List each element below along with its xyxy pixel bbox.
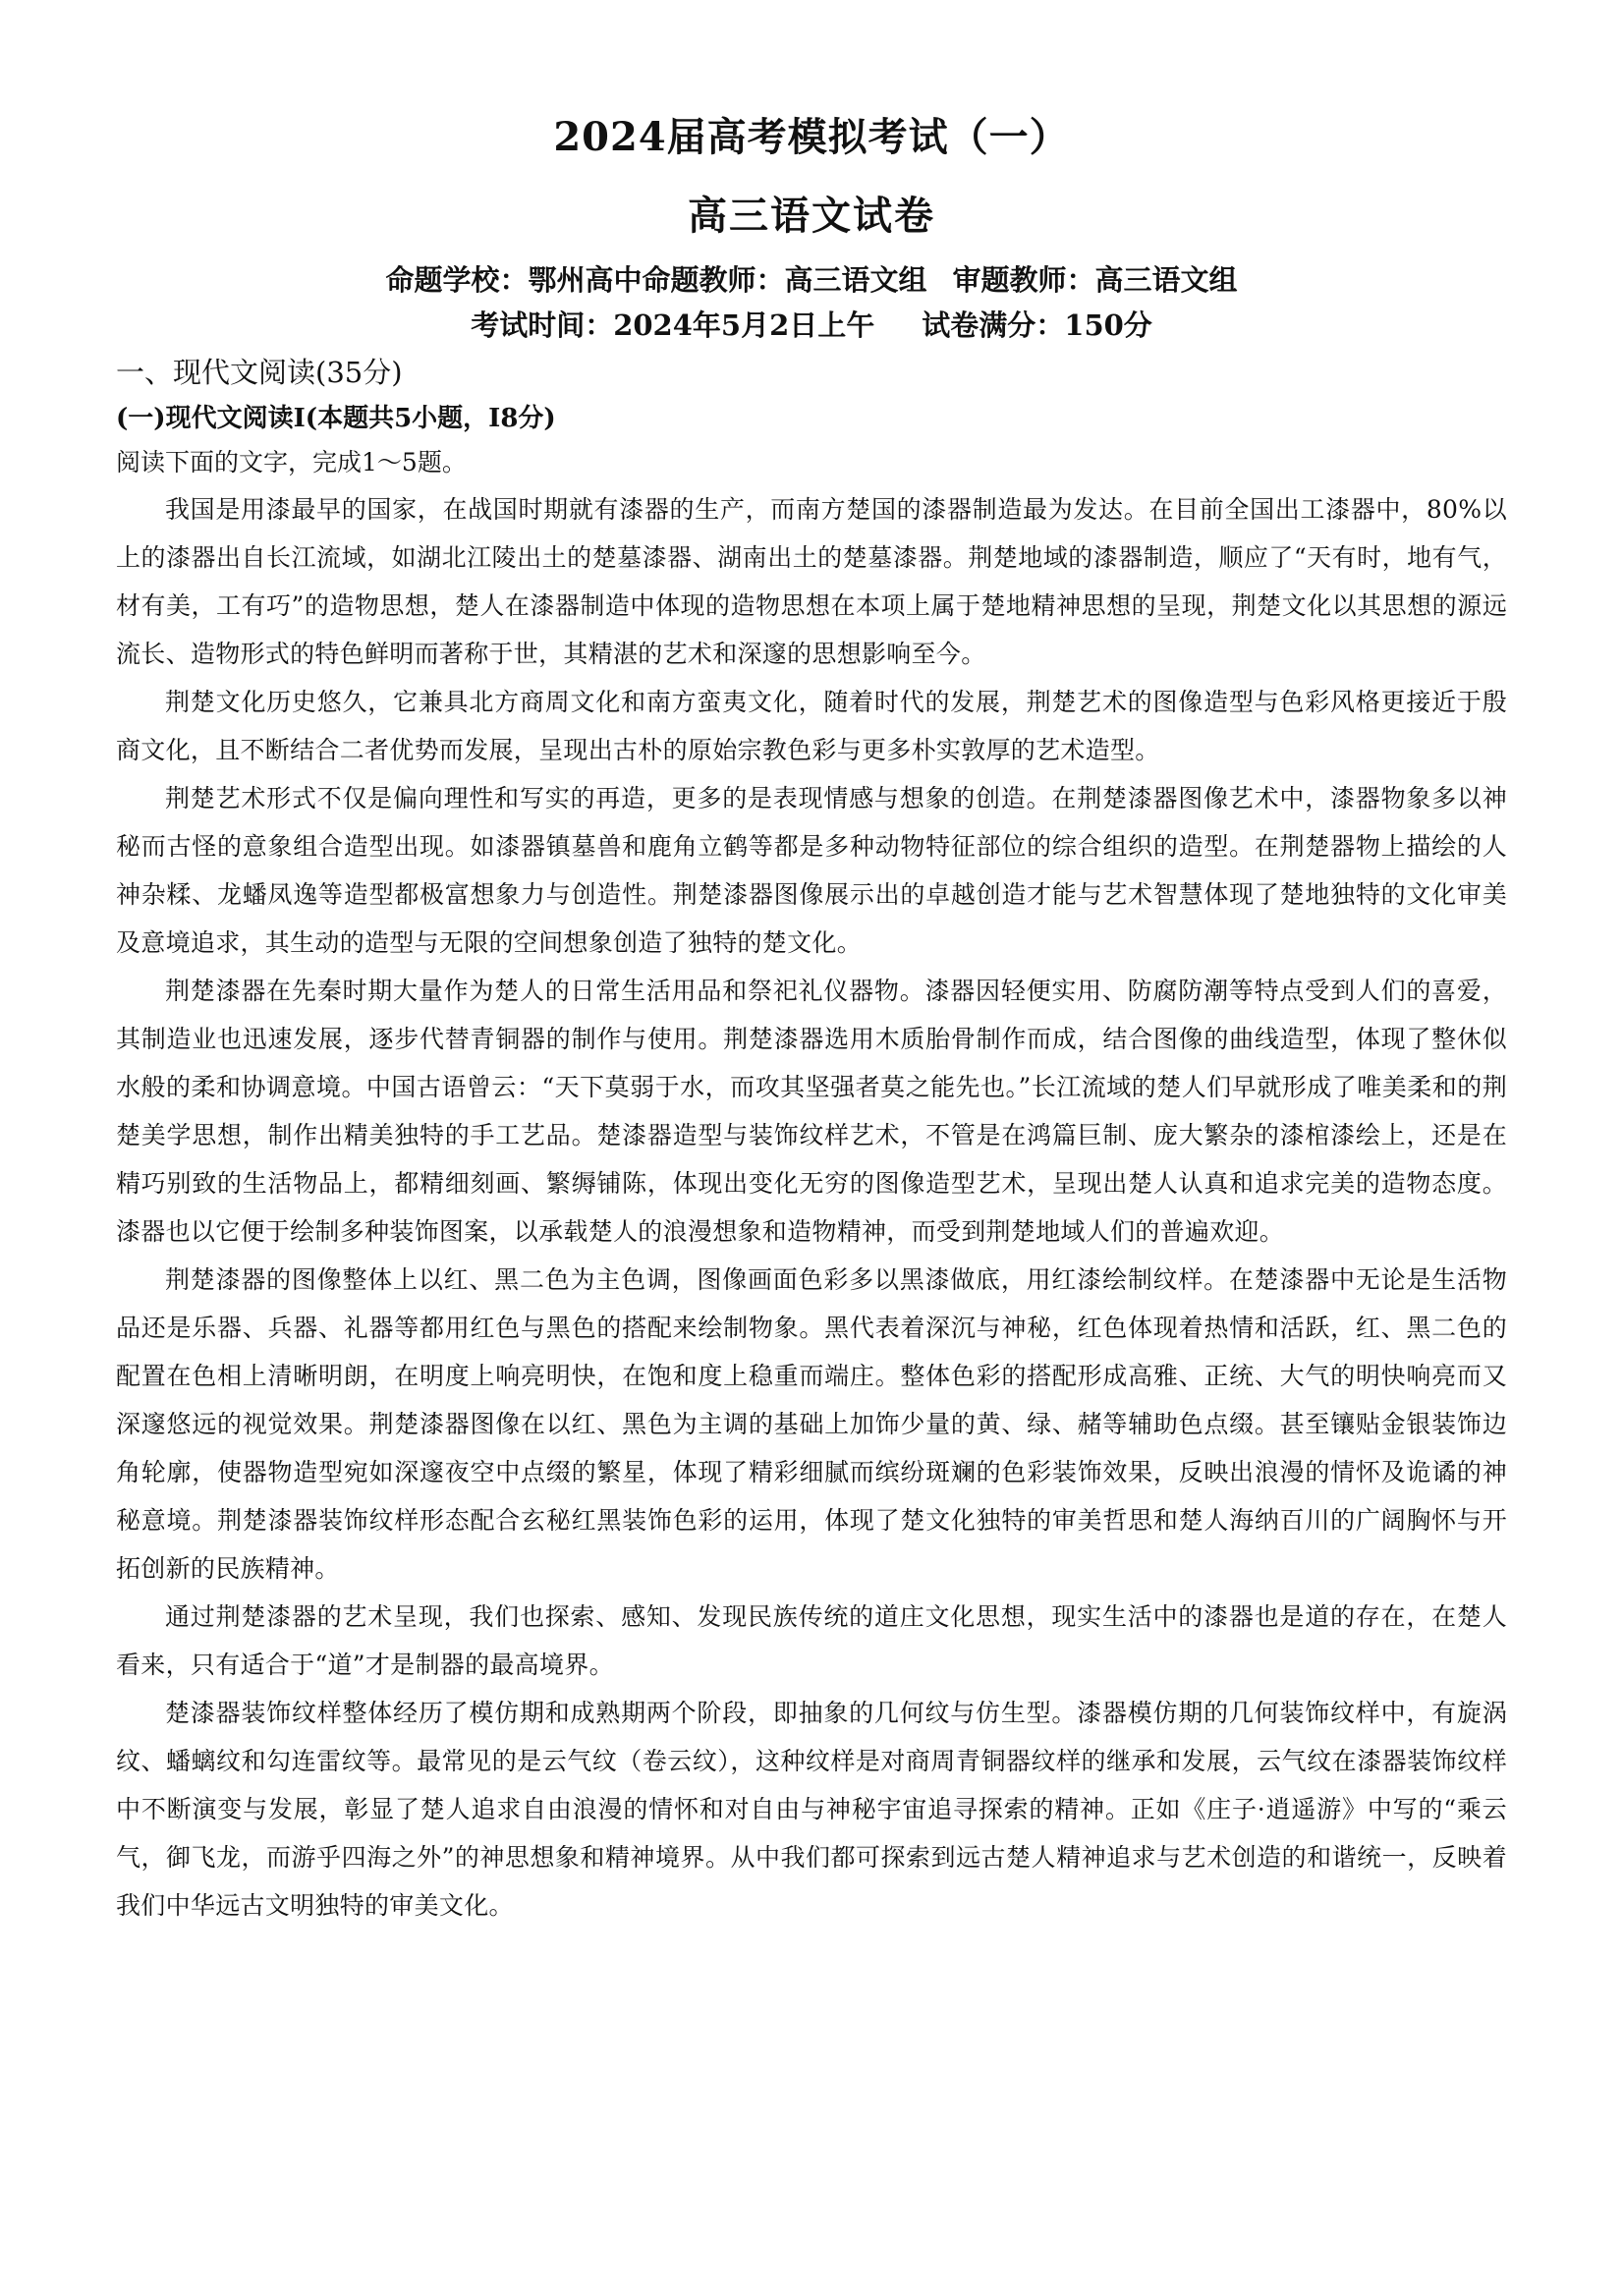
passage-paragraph: 我国是用漆最早的国家，在战国时期就有漆器的生产，而南方楚国的漆器制造最为发达。在目前全国出工漆器中，80%以上的漆器出自长江流域，如湖北江陵出土的楚墓漆器、湖南出土的楚墓漆器。荆楚地域的漆器制造，顺应了“天有时，地有气，材有美，工有巧”的造物思想，楚人在漆器制造中体现的造物思想在本项上属于楚地精神思想的呈现，荆楚文化以其思想的源远流长、造物形式的特色鲜明而著称于世，其精湛的艺术和深邃的思想影响至今。 <box>116 495 1507 668</box>
exam-subtitle: 高三语文试卷 <box>688 193 935 239</box>
section-heading: 一、现代文阅读(35分) <box>116 356 403 389</box>
exam-title: 2024届高考模拟考试（一） <box>553 114 1070 160</box>
setter-info-line <box>116 257 1507 303</box>
full-score: 试卷满分：150分 <box>922 308 1152 342</box>
setter-school: 命题学校：鄂州高中命题教师：高三语文组 <box>385 263 927 297</box>
passage-paragraph: 荆楚艺术形式不仅是偏向理性和写实的再造，更多的是表现情感与想象的创造。在荆楚漆器图像艺术中，漆器物象多以神秘而古怪的意象组合造型出现。如漆器镇墓兽和鹿角立鹤等都是多种动物特征部位的综合组织的造型。在荆楚器物上描绘的人神杂糅、龙蟠凤逸等造型都极富想象力与创造性。荆楚漆器图像展示出的卓越创造才能与艺术智慧体现了楚地独特的文化审美及意境追求，其生动的造型与无限的空间想象创造了独特的楚文化。 <box>116 784 1507 957</box>
passage-paragraph: 荆楚漆器在先秦时期大量作为楚人的日常生活用品和祭祀礼仪器物。漆器因轻便实用、防腐防潮等特点受到人们的喜爱，其制造业也迅速发展，逐步代替青铜器的制作与使用。荆楚漆器选用木质胎骨制作而成，结合图像的曲线造型，体现了整休似水般的柔和协调意境。中国古语曾云：“天下莫弱于水，而攻其坚强者莫之能先也。”长江流域的楚人们早就形成了唯美柔和的荆楚美学思想，制作出精美独特的手工艺品。楚漆器造型与装饰纹样艺术，不管是在鸿篇巨制、庞大繁杂的漆棺漆绘上，还是在精巧别致的生活物品上，都精细刻画、繁缛铺陈，体现出变化无穷的图像造型艺术，呈现出楚人认真和追求完美的造物态度。漆器也以它便于绘制多种装饰图案，以承载楚人的浪漫想象和造物精神，而受到荆楚地域人们的普遍欢迎。 <box>116 977 1507 1246</box>
exam-time: 考试时间：2024年5月2日上午 <box>471 308 875 342</box>
reviewer: 审题教师：高三语文组 <box>952 263 1238 297</box>
passage-paragraph: 通过荆楚漆器的艺术呈现，我们也探索、感知、发现民族传统的道庄文化思想，现实生活中的漆器也是道的存在，在楚人看来，只有适合于“道”才是制器的最高境界。 <box>116 1602 1507 1679</box>
passage-paragraph: 荆楚漆器的图像整体上以红、黑二色为主色调，图像画面色彩多以黑漆做底，用红漆绘制纹样。在楚漆器中无论是生活物品还是乐器、兵器、礼器等都用红色与黑色的搭配来绘制物象。黑代表着深沉与神秘，红色体现着热情和活跃，红、黑二色的配置在色相上清晰明朗，在明度上响亮明快，在饱和度上稳重而端庄。整体色彩的搭配形成高雅、正统、大气的明快响亮而又深邃悠远的视觉效果。荆楚漆器图像在以红、黑色为主调的基础上加饰少量的黄、绿、赭等辅助色点缀。甚至镶贴金银装饰边角轮廓，使器物造型宛如深邃夜空中点缀的繁星，体现了精彩细腻而缤纷斑斓的色彩装饰效果，反映出浪漫的情怀及诡谲的神秘意境。荆楚漆器装饰纹样形态配合玄秘红黑装饰色彩的运用，体现了楚文化独特的审美哲思和楚人海纳百川的广阔胸怀与开拓创新的民族精神。 <box>116 1265 1507 1583</box>
exam-time-line <box>116 303 1507 348</box>
passage-paragraph: 楚漆器装饰纹样整体经历了模仿期和成熟期两个阶段，即抽象的几何纹与仿生型。漆器模仿期的几何装饰纹样中，有旋涡纹、蟠螭纹和勾连雷纹等。最常见的是云气纹（卷云纹），这种纹样是对商周青铜器纹样的继承和发展，云气纹在漆器装饰纹样中不断演变与发展，彰显了楚人追求自由浪漫的情怀和对自由与神秘宇宙追寻探索的精神。正如《庄子·逍遥游》中写的“乘云气，御飞龙，而游乎四海之外”的神思想象和精神境界。从中我们都可探索到远古楚人精神追求与艺术创造的和谐统一，反映着我们中华远古文明独特的审美文化。 <box>116 1699 1507 1920</box>
passage-paragraph: 荆楚文化历史悠久，它兼具北方商周文化和南方蛮夷文化，随着时代的发展，荆楚艺术的图像造型与色彩风格更接近于殷商文化，且不断结合二者优势而发展，呈现出古朴的原始宗教色彩与更多朴实敦厚的艺术造型。 <box>116 688 1507 764</box>
sub-section-heading: (一)现代文阅读Ⅰ(本题共5小题，I8分) <box>116 404 556 433</box>
reading-instruction: 阅读下面的文字，完成1～5题。 <box>116 448 467 476</box>
reading-passage <box>116 485 1507 1930</box>
